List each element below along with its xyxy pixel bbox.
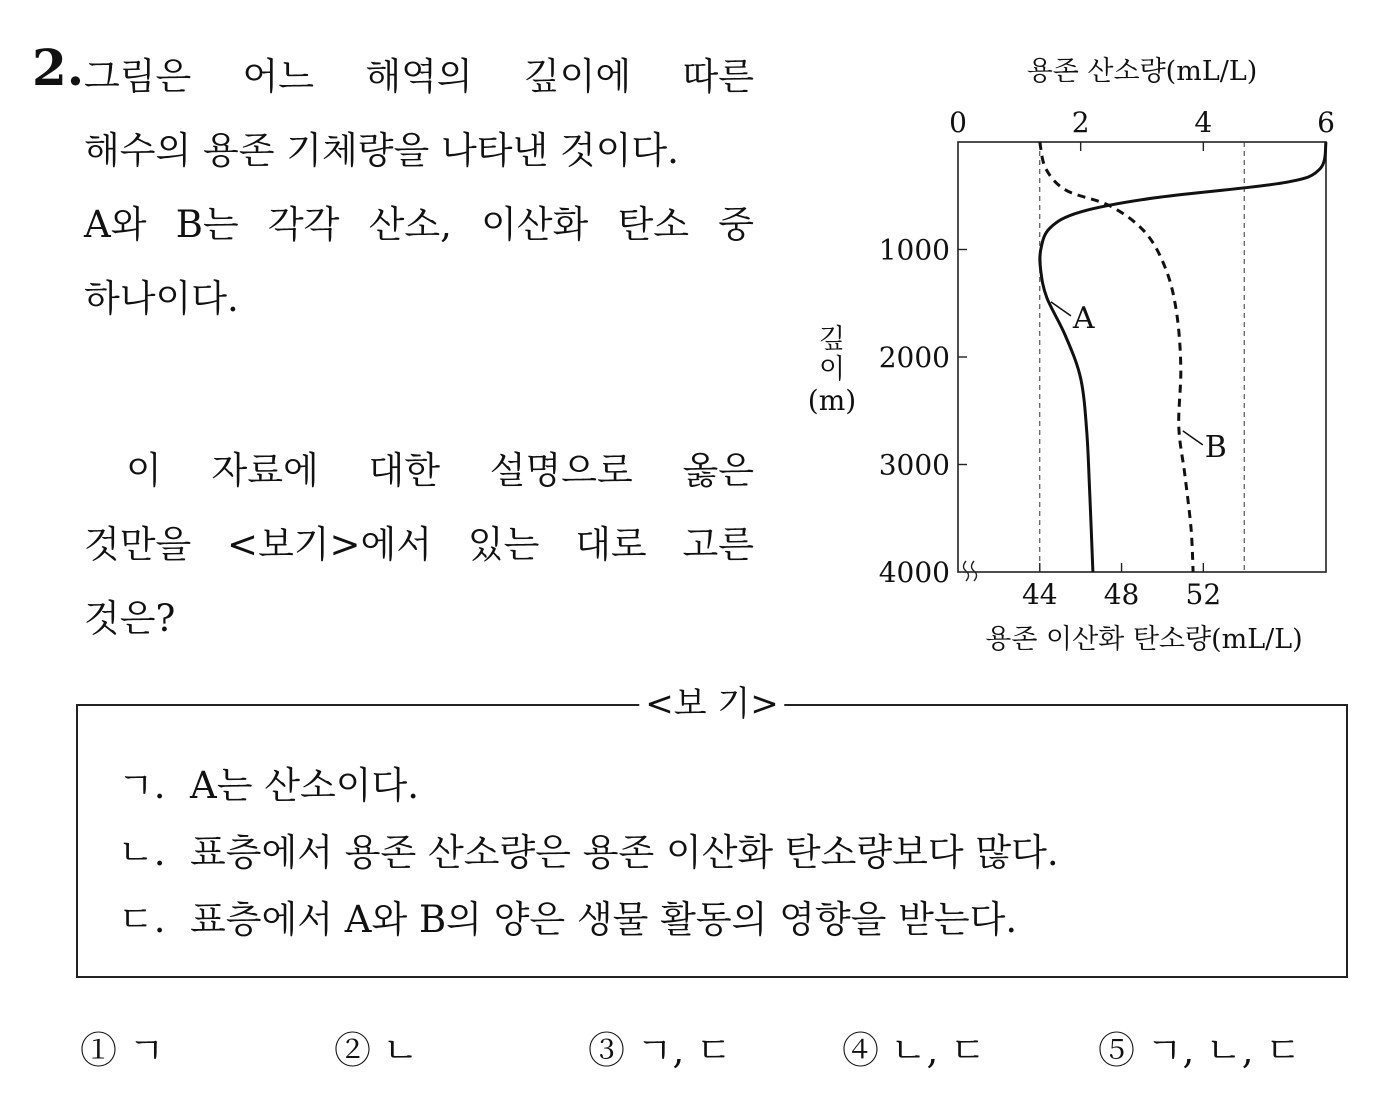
question-line: 해수의 용존 기체량을 나타낸 것이다. — [84, 129, 679, 172]
question-number: 2. — [32, 38, 85, 97]
bogi-text: 표층에서 용존 산소량은 용존 이산화 탄소량보다 많다. — [190, 831, 1059, 874]
axis-break-stroke — [972, 561, 977, 581]
axis-break-mark — [964, 561, 977, 581]
top-axis-tick-label: 0 — [949, 106, 967, 139]
series-label-leader — [1183, 431, 1203, 445]
bottom-axis-label: 용존 이산화 탄소량(mL/L) — [985, 624, 1303, 655]
question-prompt — [84, 434, 754, 656]
bogi-marker: ㄴ. — [118, 831, 166, 874]
bottom-axis-tick-label: 44 — [1021, 578, 1058, 611]
choice-4[interactable]: ④ ㄴ, ㄷ — [842, 1029, 986, 1072]
bogi-title: <보 기> — [639, 682, 784, 726]
depth-gas-chart — [780, 36, 1360, 666]
top-axis-tick-label: 4 — [1194, 106, 1213, 139]
question-line: A와 B는 각각 산소, 이산화 탄소 중 — [84, 203, 754, 246]
answer-choices — [0, 1020, 1392, 1080]
y-axis-label-line: 깊 — [818, 324, 846, 355]
bogi-marker: ㄱ. — [118, 764, 166, 807]
top-axis-tick-label: 2 — [1071, 106, 1090, 139]
bottom-axis-tick-label: 52 — [1185, 578, 1222, 611]
bogi-box — [76, 684, 1348, 978]
series-label: A — [1072, 300, 1095, 336]
question-line: 하나이다. — [84, 277, 239, 320]
prompt-line: 것은? — [84, 597, 176, 640]
y-axis-tick-label: 4000 — [878, 556, 950, 589]
bogi-text: A는 산소이다. — [190, 764, 419, 807]
y-axis-label-line: 이 — [818, 354, 846, 385]
plot-frame — [958, 142, 1326, 572]
choice-2[interactable]: ② ㄴ — [334, 1029, 419, 1072]
y-axis-tick-label: 3000 — [878, 448, 950, 482]
prompt-line: 이 자료에 대한 설명으로 옳은 — [126, 449, 754, 492]
axis-break-stroke — [964, 561, 969, 581]
bogi-marker: ㄷ. — [118, 898, 166, 941]
choice-1[interactable]: ① ㄱ — [80, 1029, 165, 1072]
bogi-item — [118, 886, 1059, 953]
question-line: 그림은 어느 해역의 깊이에 따른 — [84, 55, 754, 98]
question-text — [84, 40, 754, 336]
choice-3[interactable]: ③ ㄱ, ㄷ — [588, 1029, 732, 1072]
bogi-item — [118, 752, 1059, 819]
choice-5[interactable]: ⑤ ㄱ, ㄴ, ㄷ — [1098, 1029, 1302, 1072]
y-axis-tick-label: 2000 — [878, 341, 950, 374]
top-axis-tick-label: 6 — [1317, 106, 1335, 139]
y-axis-label-line: (m) — [807, 384, 857, 417]
series-line-b — [1040, 142, 1193, 572]
series-label: B — [1204, 429, 1227, 465]
prompt-line: 것만을 <보기>에서 있는 대로 고른 — [84, 523, 754, 566]
bogi-text: 표층에서 A와 B의 양은 생물 활동의 영향을 받는다. — [190, 898, 1018, 941]
series-line-a — [1040, 142, 1326, 572]
top-axis-label: 용존 산소량(mL/L) — [1026, 56, 1258, 87]
bogi-item — [118, 819, 1059, 886]
bottom-axis-tick-label: 48 — [1103, 578, 1140, 611]
bogi-list — [118, 752, 1059, 953]
y-axis-tick-label: 1000 — [878, 233, 950, 267]
